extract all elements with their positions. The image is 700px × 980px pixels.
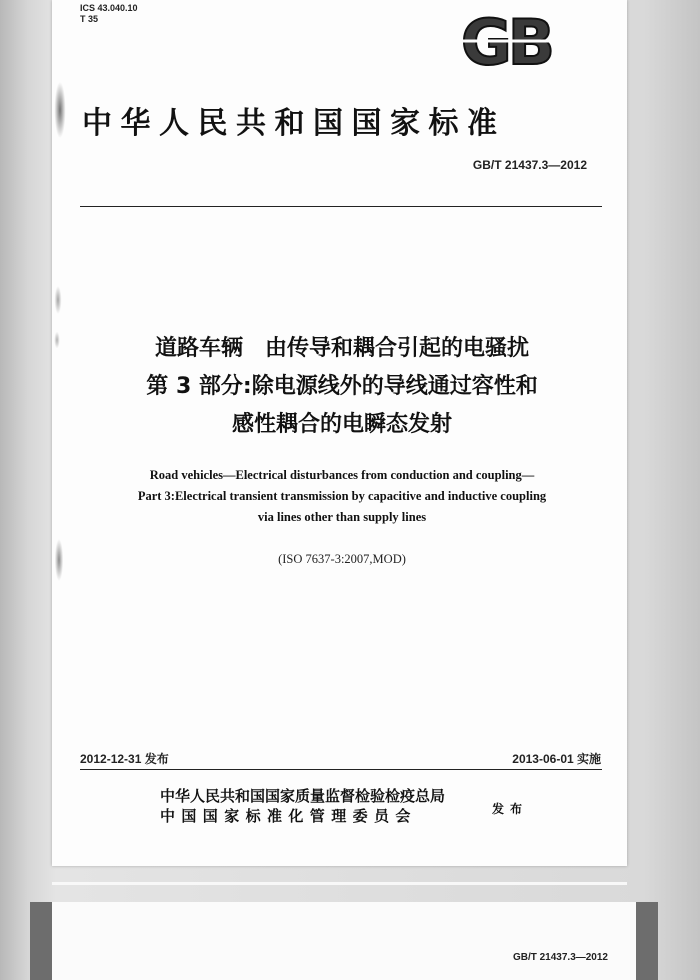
bottom-divider [80, 769, 602, 770]
chinese-title [72, 330, 612, 444]
publish-label: 发布 [492, 802, 529, 816]
chinese-title-line-2: 第 3 部分:除电源线外的导线通过容性和 [146, 374, 538, 399]
issuer-sac: 中国国家标准化管理委员会 [160, 807, 417, 825]
page-separator [52, 882, 627, 885]
chinese-title-line-1: 道路车辆 由传导和耦合引起的电骚扰 [154, 336, 529, 361]
cover-page [52, 0, 627, 866]
english-title [72, 465, 612, 528]
ics-code: ICS 43.040.10 [80, 3, 138, 13]
issuer-aqsiq: 中华人民共和国国家质量监督检验检疫总局 [160, 787, 446, 805]
implementation-date: 2013-06-01 实施 [512, 752, 601, 766]
chinese-title-line-3: 感性耦合的电瞬态发射 [231, 412, 452, 437]
english-title-line-3: via lines other than supply lines [257, 510, 427, 524]
iso-reference: (ISO 7637-3:2007,MOD) [278, 552, 406, 566]
english-title-line-1: Road vehicles—Electrical disturbances from conduction and coupling— [149, 468, 535, 482]
org-title: 中华人民共和国国家标准 [82, 106, 506, 141]
gb-logo [442, 12, 570, 70]
english-title-line-2: Part 3:Electrical transient transmission by capacitive and inductive coupling [137, 489, 547, 503]
issuing-authorities [160, 786, 445, 826]
next-page-standard-number: GB/T 21437.3—2012 [512, 952, 608, 963]
top-divider [80, 206, 602, 207]
ccs-code: T 35 [80, 14, 99, 24]
gb-logo-text: GB [460, 12, 552, 70]
next-page-frame [30, 902, 658, 980]
classification-codes [80, 3, 138, 25]
next-page [52, 902, 636, 980]
standard-number: GB/T 21437.3—2012 [472, 158, 587, 172]
issue-date: 2012-12-31 发布 [80, 752, 169, 766]
